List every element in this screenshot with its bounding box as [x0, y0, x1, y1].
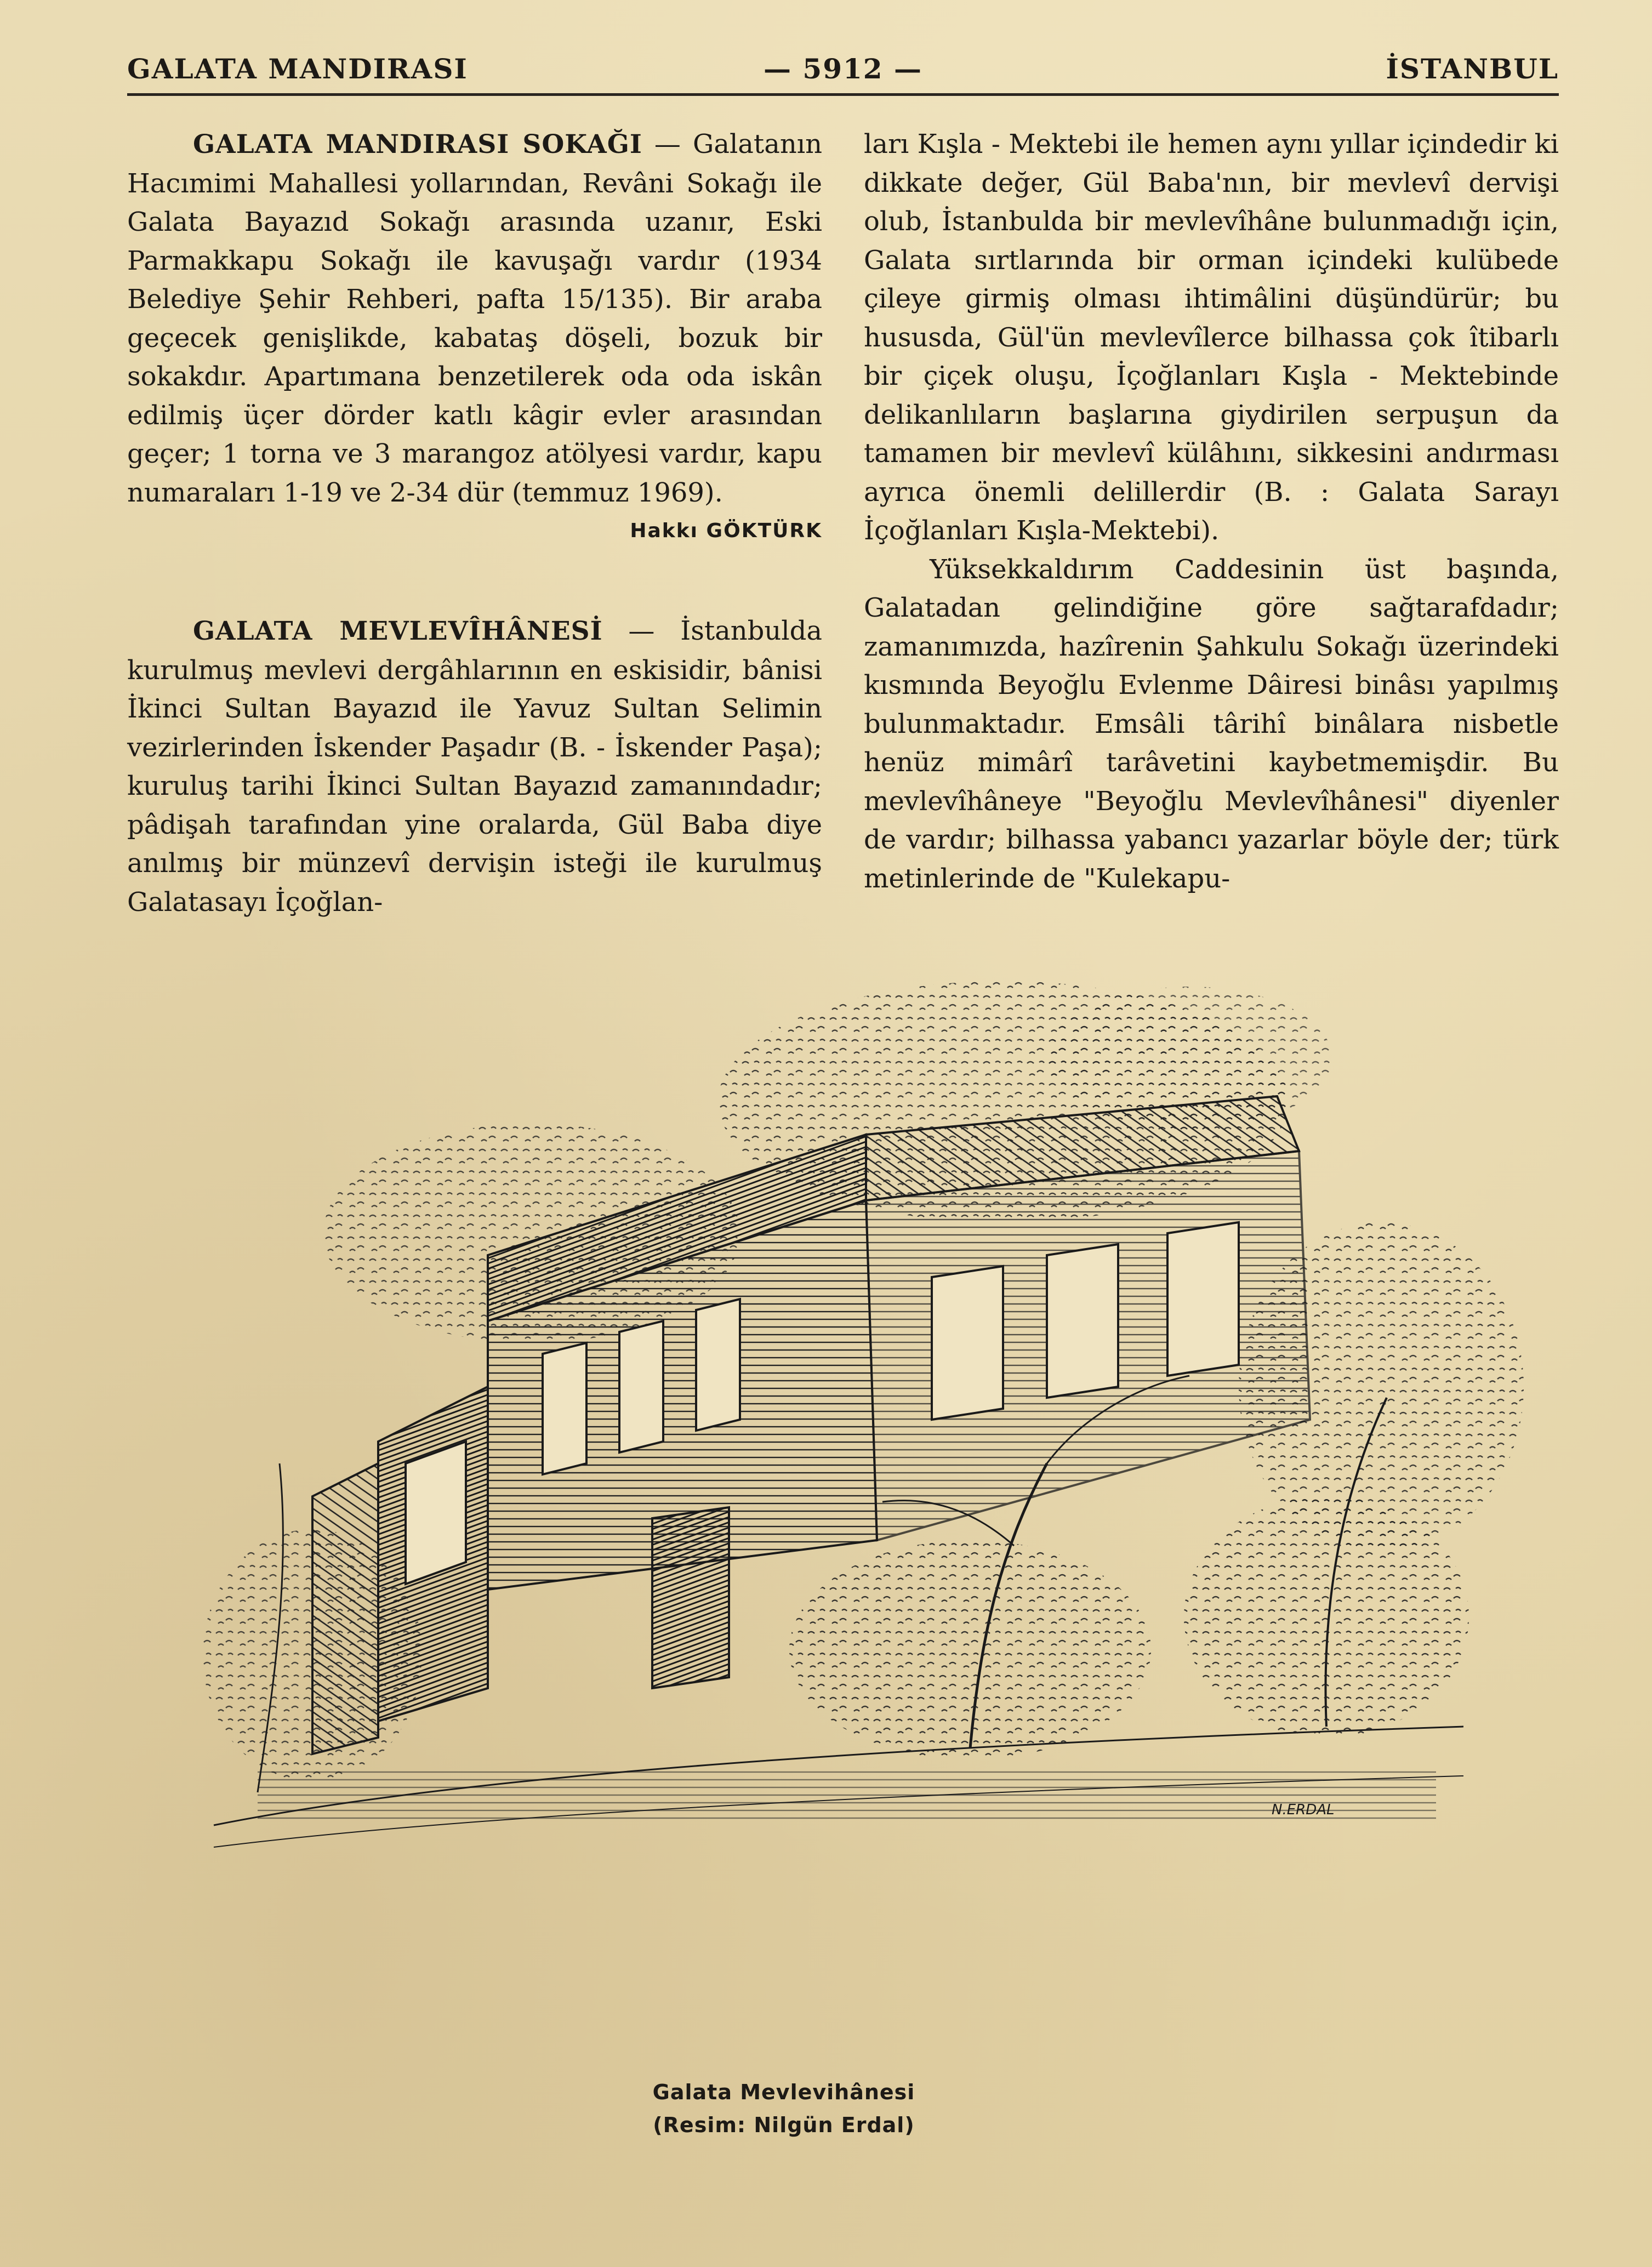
article-galata-mandirasi: [127, 125, 822, 512]
page-header: [127, 44, 1559, 93]
illustration-signature: N.ERDAL: [1272, 1802, 1335, 1818]
figure-caption-credit: (Resim: Nilgün Erdal): [653, 2113, 915, 2137]
header-volume-title: İSTANBUL: [1386, 53, 1559, 85]
article-body: — Galatanın Hacımimi Mahallesi yollarından, Revâni Sokağı ile Galata Bayazıd Sokağı arasında uzanır, Eski Parmakkapu Sokağı ile kavuşağı vardır (1934 Belediye Şehir Rehberi, pafta 15/135). Bir araba geçecek genişlikde, kabataş döşeli, bozuk bir sokakdır. Apartımana benzetilerek oda oda iskân edilmiş üçer dörder katlı kâgir evler arasından geçer; 1 torna ve 3 marangoz atölyesi vardır, kapu numaraları 1-19 ve 2-34 dür (temmuz 1969).: [127, 129, 822, 508]
mevlevihane-illustration: [148, 970, 1529, 1946]
article-title: GALATA MEVLEVÎHÂNESİ: [193, 616, 603, 646]
header-section-title: GALATA MANDIRASI: [127, 53, 468, 85]
article-title: GALATA MANDIRASI SOKAĞI: [193, 129, 642, 160]
article-body: — İstanbulda kurulmuş mevlevi dergâhlarının en eskisidir, bânisi İkinci Sultan Bayazıd ile Yavuz Sultan Selimin vezirlerinden İskender Paşadır (B. - İskender Paşa); kuruluş tarihi İkinci Sultan Bayazıd zamanındadır; pâdişah tarafından yine oralarda, Gül Baba diye anılmış bir münzevî dervişin isteği ile kurulmuş Galatasayı İçoğlan-: [127, 616, 822, 918]
article-continuation: ları Kışla - Mektebi ile hemen aynı yıllar içindedir ki dikkate değer, Gül Baba'nın, bir mevlevî dervişi olub, İstanbulda bir mevlevîhâne bulunmadığı için, Galata sırtlarında bir orman içindeki kulübede çileye girmiş olması ihtimâlini düşündürür; bu hususda, Gül'ün mevlevîlerce bilhassa çok îtibarlı bir çiçek oluşu, İçoğlanları Kışla - Mektebinde delikanlıların başlarına giydirilen serpuşun da tamamen bir mevlevî külâhını, sikkesini andırması ayrıca önemli delillerdir (B. : Galata Sarayı İçoğlanları Kışla-Mektebi).: [864, 129, 1559, 546]
figure-caption-title: Galata Mevlevihânesi: [652, 2080, 915, 2104]
right-column: [864, 125, 1559, 898]
article-paragraph: Yüksekkaldırım Caddesinin üst başında, Galatadan gelindiğine göre sağtarafdadır; zamanımızda, hazîrenin Şahkulu Sokağı üzerindeki kısmında Beyoğlu Evlenme Dâiresi binâsı yapılmış bulunmaktadır. Emsâli târihî binâlara nisbetle henüz mimârî tarâvetini kaybetmemişdir. Bu mevlevîhâneye "Beyoğlu Mevlevîhânesi" diyenler de vardır; bilhassa yabancı yazarlar böyle der; türk metinlerinde de "Kulekapu-: [864, 554, 1559, 894]
article-gap: [127, 550, 822, 612]
header-page-number: — 5912 —: [764, 53, 922, 85]
article-author: Hakkı GÖKTÜRK: [630, 520, 822, 542]
left-column: [127, 125, 822, 921]
article-galata-mevlevihanesi: [127, 612, 822, 921]
header-rule: [127, 93, 1559, 96]
